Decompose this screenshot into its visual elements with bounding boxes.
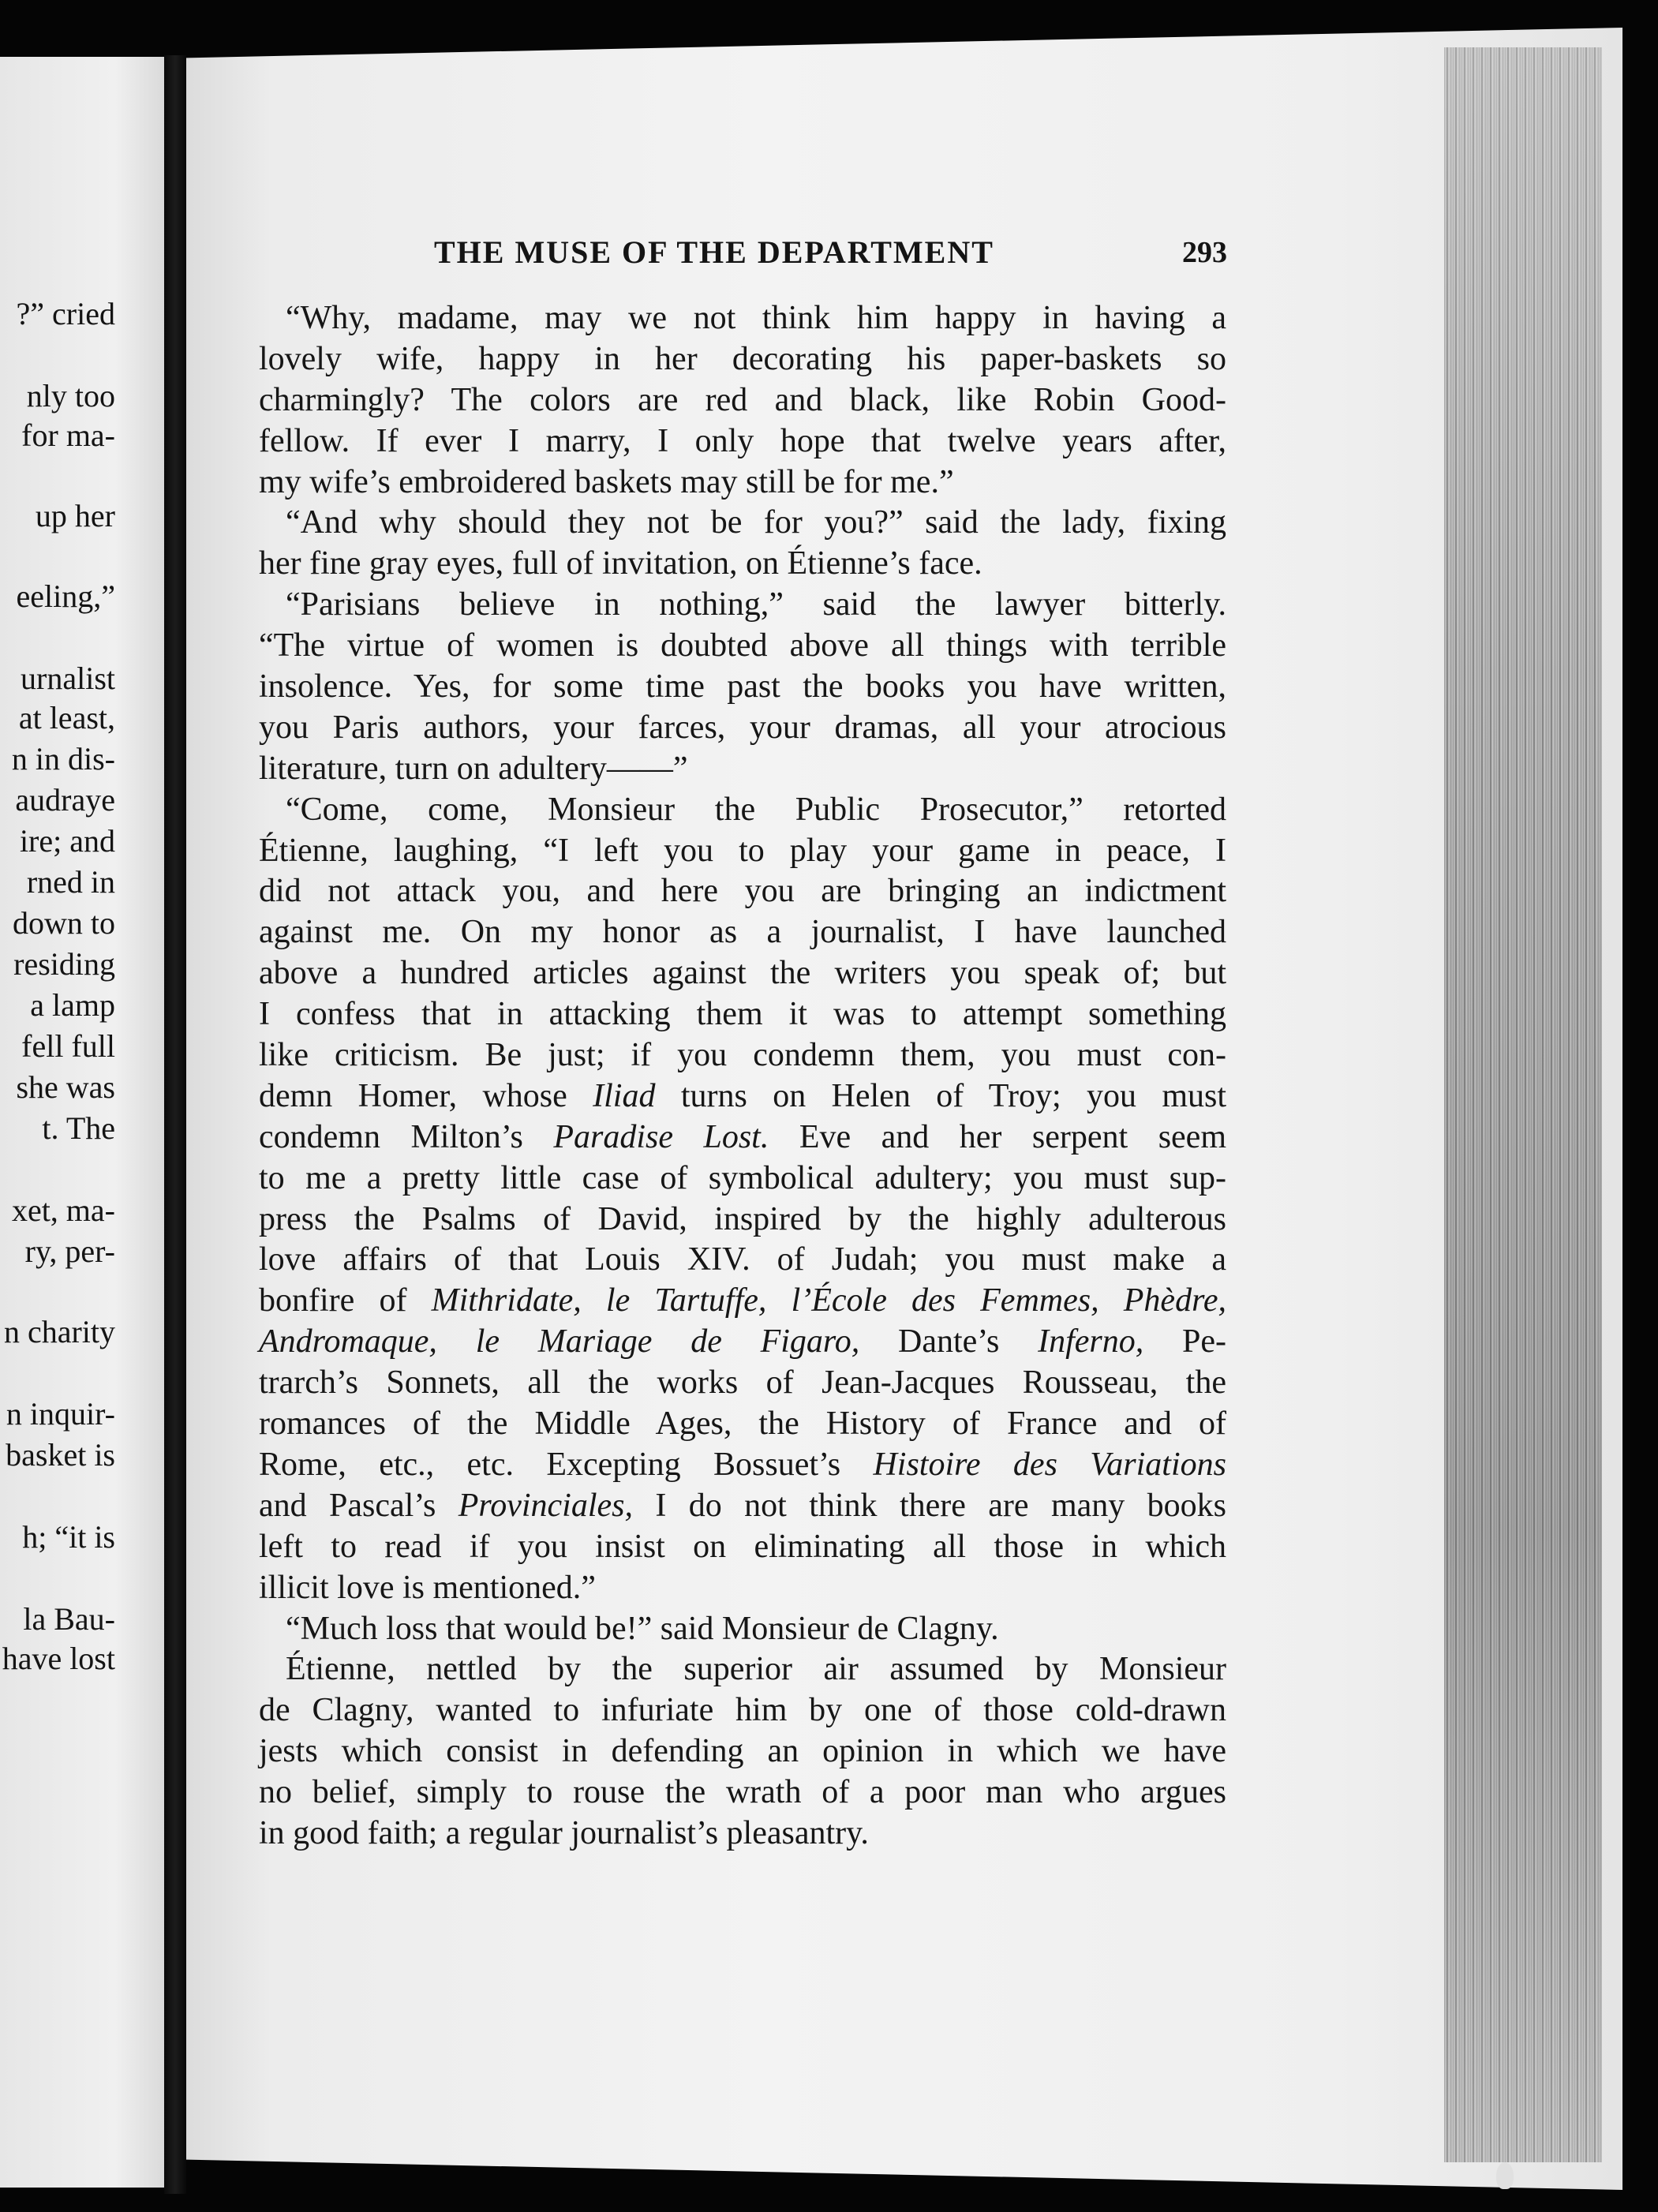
text-line [259, 1281, 1226, 1322]
text-run: “Why, madame, may we not think him happy in having a [286, 300, 1226, 336]
left-page-fragment: nly too [26, 378, 115, 414]
text-run: left to read if you insist on eliminating all those in which [259, 1528, 1226, 1565]
text-line [259, 1117, 1226, 1158]
left-page-fragment: rned in [26, 864, 115, 900]
text-run: above a hundred articles against the writers you speak of; but [259, 955, 1226, 992]
page-edges-shade [1444, 47, 1602, 2162]
text-run: romances of the Middle Ages, the History of France and of [259, 1405, 1226, 1443]
left-page-fragment: have lost [2, 1641, 115, 1676]
text-run: to me a pretty little case of symbolical adultery; you must sup- [259, 1159, 1226, 1196]
text-line [259, 1813, 1226, 1855]
text-run: and Pascal’s [259, 1487, 458, 1524]
text-run: love affairs of that Louis XIV. of Judah; you must make a [259, 1241, 1226, 1278]
text-line [259, 462, 1226, 503]
left-page-fragment: fell full [21, 1028, 115, 1064]
left-page-fragment: t. The [42, 1110, 115, 1146]
text-run: de Clagny, wanted to infuriate him by one of those cold-drawn [259, 1692, 1226, 1729]
text-line [259, 1076, 1226, 1117]
left-page-fragment: la Bau- [23, 1601, 115, 1637]
italic-title: Paradise Lost. [553, 1118, 769, 1155]
text-line [259, 1363, 1226, 1404]
text-run: trarch’s Sonnets, all the works of Jean-Jacques Rousseau, the [259, 1364, 1226, 1402]
text-line [259, 1035, 1226, 1076]
text-run: Étienne, nettled by the superior air assumed by Monsieur [286, 1651, 1226, 1688]
left-page-fragment: she was [16, 1069, 115, 1105]
text-run: in good faith; a regular journalist’s pleasantry. [259, 1814, 869, 1851]
text-run: charmingly? The colors are red and black, like Robin Good- [259, 381, 1226, 418]
left-page-fragment: ire; and [19, 823, 115, 859]
italic-title: Inferno, [1038, 1323, 1144, 1361]
text-run: “Come, come, Monsieur the Public Prosecutor,” retorted [286, 791, 1226, 828]
text-line [259, 1404, 1226, 1445]
text-run: I do not think there are many books [632, 1487, 1227, 1524]
text-run: Eve and her serpent seem [769, 1118, 1226, 1155]
text-run: condemn Milton’s [259, 1118, 554, 1155]
book-gutter [164, 55, 186, 2194]
italic-title: Andromaque, le Mariage de Figaro, [259, 1323, 860, 1361]
text-run: lovely wife, happy in her decorating his paper-baskets so [259, 340, 1226, 377]
text-line [259, 831, 1226, 872]
page-number: 293 [1182, 236, 1227, 269]
left-page-fragment: at least, [18, 700, 115, 735]
text-line [259, 298, 1226, 339]
text-line [259, 1527, 1226, 1568]
text-run: “Parisians believe in nothing,” said the lawyer bitterly. [286, 586, 1226, 623]
text-run: bonfire of [259, 1282, 432, 1319]
text-run: “The virtue of women is doubted above all things with terrible [259, 627, 1226, 664]
text-line [259, 585, 1226, 626]
text-line [259, 667, 1226, 708]
text-run: fellow. If ever I marry, I only hope that twelve years after, [259, 422, 1226, 459]
text-run: insolence. Yes, for some time past the books you have written, [259, 668, 1226, 706]
text-run: “And why should they not be for you?” said the lady, fixing [286, 504, 1226, 541]
left-page-fragment: ry, per- [24, 1233, 115, 1269]
left-page-fragment: up her [35, 498, 115, 533]
text-line [259, 544, 1226, 585]
left-page-fragment: eeling,” [16, 578, 115, 614]
left-page-fragment: for ma- [21, 417, 115, 453]
text-run: you Paris authors, your farces, your dramas, all your atrocious [259, 709, 1226, 746]
italic-title: Mithridate, le Tartuffe, l’École des Femmes, Phèdre, [431, 1282, 1226, 1319]
text-run: no belief, simply to rouse the wrath of a poor man who argues [259, 1774, 1226, 1811]
body-text [259, 298, 1226, 1855]
left-page-fragment: n inquir- [6, 1396, 115, 1432]
text-run: jests which consist in defending an opinion in which we have [259, 1733, 1226, 1770]
text-run: illicit love is mentioned.” [259, 1569, 596, 1606]
text-run: like criticism. Be just; if you condemn them, you must con- [259, 1037, 1226, 1074]
text-line [259, 339, 1226, 380]
text-line [259, 1690, 1226, 1731]
text-line [259, 749, 1226, 790]
text-line [259, 1486, 1226, 1527]
text-line [259, 1445, 1226, 1486]
text-run: I confess that in attacking them it was to attempt something [259, 996, 1226, 1033]
text-line [259, 503, 1226, 544]
running-head: THE MUSE OF THE DEPARTMENT [434, 234, 994, 270]
left-page-fragment: n charity [3, 1314, 115, 1349]
text-line [259, 1322, 1226, 1363]
text-run: Dante’s [859, 1323, 1039, 1361]
left-page-fragment: ?” cried [16, 296, 115, 331]
text-line [259, 994, 1226, 1035]
left-page-fragment: down to [13, 905, 115, 941]
text-run: my wife’s embroidered baskets may still be for me.” [259, 463, 954, 500]
text-line [259, 421, 1226, 462]
left-facing-page [0, 57, 164, 2188]
text-run: her fine gray eyes, full of invitation, on Étienne’s face. [259, 545, 982, 582]
text-line [259, 871, 1226, 912]
text-run: turns on Helen of Troy; you must [655, 1077, 1227, 1114]
text-line [259, 912, 1226, 953]
text-line [259, 1200, 1226, 1241]
text-run: “Much loss that would be!” said Monsieur de Clagny. [286, 1610, 999, 1647]
text-run: demn Homer, whose [259, 1077, 593, 1114]
text-run: against me. On my honor as a journalist, I have launched [259, 914, 1226, 951]
text-run: did not attack you, and here you are bringing an indictment [259, 873, 1226, 910]
text-line [259, 380, 1226, 421]
text-run: Pe- [1143, 1323, 1226, 1361]
left-page-fragment: urnalist [21, 661, 115, 696]
left-page-fragment: h; “it is [22, 1519, 115, 1555]
left-page-fragment: n in dis- [11, 741, 115, 777]
text-line [259, 790, 1226, 831]
text-line [259, 1568, 1226, 1609]
text-line [259, 708, 1226, 749]
text-run: Étienne, laughing, “I left you to play your game in peace, I [259, 832, 1226, 869]
text-run: literature, turn on adultery——” [259, 750, 688, 787]
left-page-fragment: a lamp [30, 987, 115, 1023]
italic-title: Provinciales, [458, 1487, 633, 1524]
text-line [259, 1158, 1226, 1200]
text-line [259, 1772, 1226, 1813]
text-line [259, 626, 1226, 667]
text-run: press the Psalms of David, inspired by the highly adulterous [259, 1200, 1226, 1237]
text-line [259, 953, 1226, 994]
text-line [259, 1609, 1226, 1650]
left-page-fragment: xet, ma- [11, 1192, 115, 1228]
left-page-fragment: audraye [15, 782, 115, 818]
paper-stain [1496, 2162, 1514, 2189]
left-page-fragment: residing [13, 946, 115, 982]
text-line [259, 1649, 1226, 1690]
text-line [259, 1731, 1226, 1772]
text-line [259, 1240, 1226, 1281]
text-run: Rome, etc., etc. Excepting Bossuet’s [259, 1446, 874, 1483]
italic-title: Iliad [593, 1077, 656, 1114]
italic-title: Histoire des Variations [873, 1446, 1226, 1483]
left-page-fragment: basket is [6, 1437, 115, 1473]
